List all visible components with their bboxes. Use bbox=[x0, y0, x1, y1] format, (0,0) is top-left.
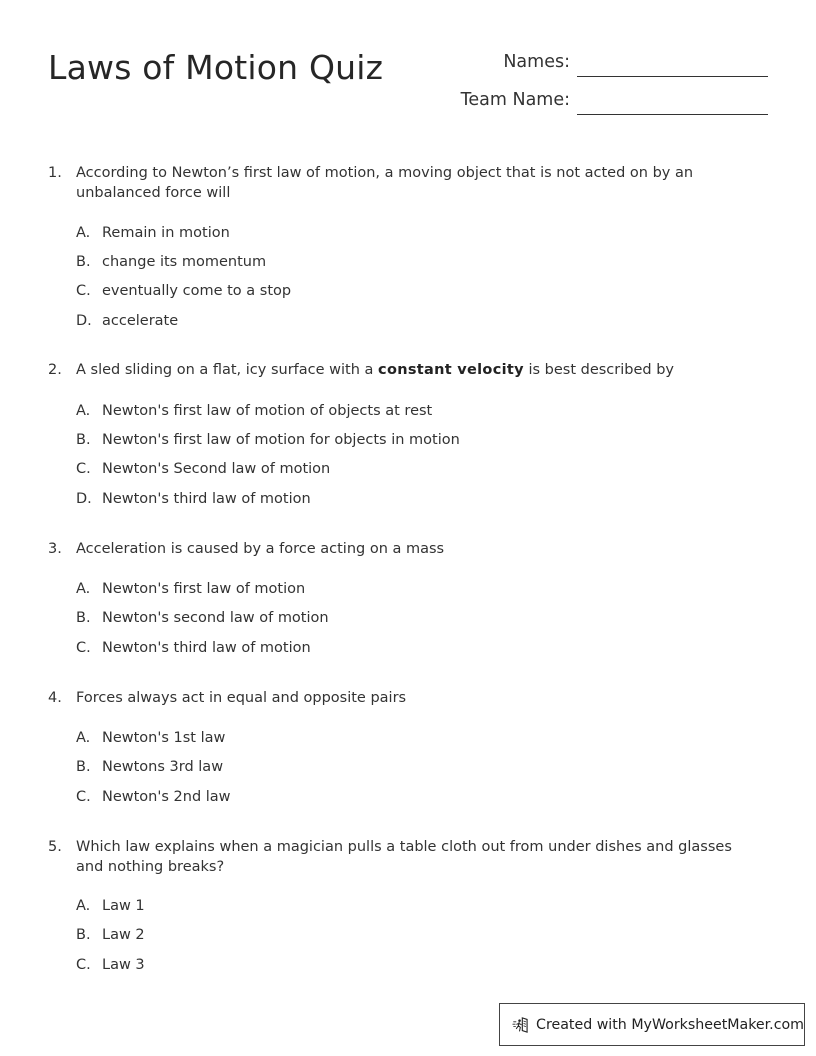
option-5b bbox=[76, 925, 145, 945]
badge-text[interactable]: Created with MyWorksheetMaker.com bbox=[536, 1016, 804, 1033]
question-number: 2. bbox=[48, 362, 62, 378]
option-letter: C. bbox=[76, 461, 91, 477]
option-letter: B. bbox=[76, 927, 91, 943]
option-5c bbox=[76, 955, 145, 975]
option-letter: A. bbox=[76, 898, 91, 914]
question-text bbox=[76, 360, 758, 380]
option-text: Remain in motion bbox=[102, 225, 230, 241]
option-text: Newton's 2nd law bbox=[102, 789, 231, 805]
option-text: Law 2 bbox=[102, 927, 145, 943]
option-2b bbox=[76, 430, 460, 450]
option-1c bbox=[76, 281, 291, 301]
option-letter: B. bbox=[76, 254, 91, 270]
question-3 bbox=[48, 539, 758, 559]
option-letter: A. bbox=[76, 730, 91, 746]
option-text: eventually come to a stop bbox=[102, 283, 292, 299]
question-number: 4. bbox=[48, 690, 62, 706]
created-with-badge[interactable] bbox=[499, 1003, 805, 1046]
question-text: Forces always act in equal and opposite pairs bbox=[76, 690, 407, 706]
question-4 bbox=[48, 688, 758, 708]
option-1a bbox=[76, 223, 230, 243]
team-name-label: Team Name: bbox=[460, 90, 570, 110]
option-text: accelerate bbox=[102, 313, 179, 329]
page-title: Laws of Motion Quiz bbox=[48, 48, 384, 87]
question-text: Acceleration is caused by a force acting on a mass bbox=[76, 541, 445, 557]
question-text: Which law explains when a magician pulls a table cloth out from under dishes and glasses and nothing breaks? bbox=[76, 839, 732, 875]
option-letter: A. bbox=[76, 225, 91, 241]
team-name-line[interactable] bbox=[577, 97, 768, 115]
question-number: 5. bbox=[48, 839, 62, 855]
option-text: change its momentum bbox=[102, 254, 267, 270]
option-3b bbox=[76, 608, 329, 628]
option-2a bbox=[76, 401, 432, 421]
option-3c bbox=[76, 638, 311, 658]
names-label: Names: bbox=[503, 52, 570, 72]
question-1 bbox=[48, 163, 758, 203]
option-5a bbox=[76, 896, 145, 916]
option-1d bbox=[76, 311, 178, 331]
option-text: Newton's first law of motion for objects in motion bbox=[102, 432, 460, 448]
option-4b bbox=[76, 757, 223, 777]
option-letter: A. bbox=[76, 581, 91, 597]
option-letter: B. bbox=[76, 610, 91, 626]
option-1b bbox=[76, 252, 266, 272]
option-letter: D. bbox=[76, 313, 92, 329]
question-5 bbox=[48, 837, 758, 877]
option-text: Newton's Second law of motion bbox=[102, 461, 331, 477]
question-number: 3. bbox=[48, 541, 62, 557]
option-letter: C. bbox=[76, 789, 91, 805]
option-letter: C. bbox=[76, 957, 91, 973]
option-text: Newton's first law of motion bbox=[102, 581, 306, 597]
option-2d bbox=[76, 489, 311, 509]
option-2c bbox=[76, 459, 330, 479]
option-text: Newton's first law of motion of objects at rest bbox=[102, 403, 433, 419]
option-3a bbox=[76, 579, 305, 599]
question-number: 1. bbox=[48, 165, 62, 181]
option-text: Law 3 bbox=[102, 957, 145, 973]
question-text-before: A sled sliding on a flat, icy surface with a bbox=[76, 362, 379, 378]
question-2 bbox=[48, 360, 758, 380]
option-text: Law 1 bbox=[102, 898, 145, 914]
option-letter: B. bbox=[76, 432, 91, 448]
option-4a bbox=[76, 728, 225, 748]
question-text-after: is best described by bbox=[523, 362, 674, 378]
question-text-bold: constant velocity bbox=[378, 362, 524, 378]
option-letter: B. bbox=[76, 759, 91, 775]
book-runner-icon bbox=[512, 1013, 531, 1037]
option-text: Newton's 1st law bbox=[102, 730, 226, 746]
option-letter: C. bbox=[76, 640, 91, 656]
option-letter: A. bbox=[76, 403, 91, 419]
option-text: Newton's third law of motion bbox=[102, 640, 311, 656]
option-4c bbox=[76, 787, 231, 807]
option-text: Newton's second law of motion bbox=[102, 610, 329, 626]
option-letter: D. bbox=[76, 491, 92, 507]
option-letter: C. bbox=[76, 283, 91, 299]
names-line[interactable] bbox=[577, 59, 768, 77]
option-text: Newtons 3rd law bbox=[102, 759, 224, 775]
question-text: According to Newton’s first law of motion, a moving object that is not acted on by an unbalanced force will bbox=[76, 165, 694, 201]
option-text: Newton's third law of motion bbox=[102, 491, 311, 507]
